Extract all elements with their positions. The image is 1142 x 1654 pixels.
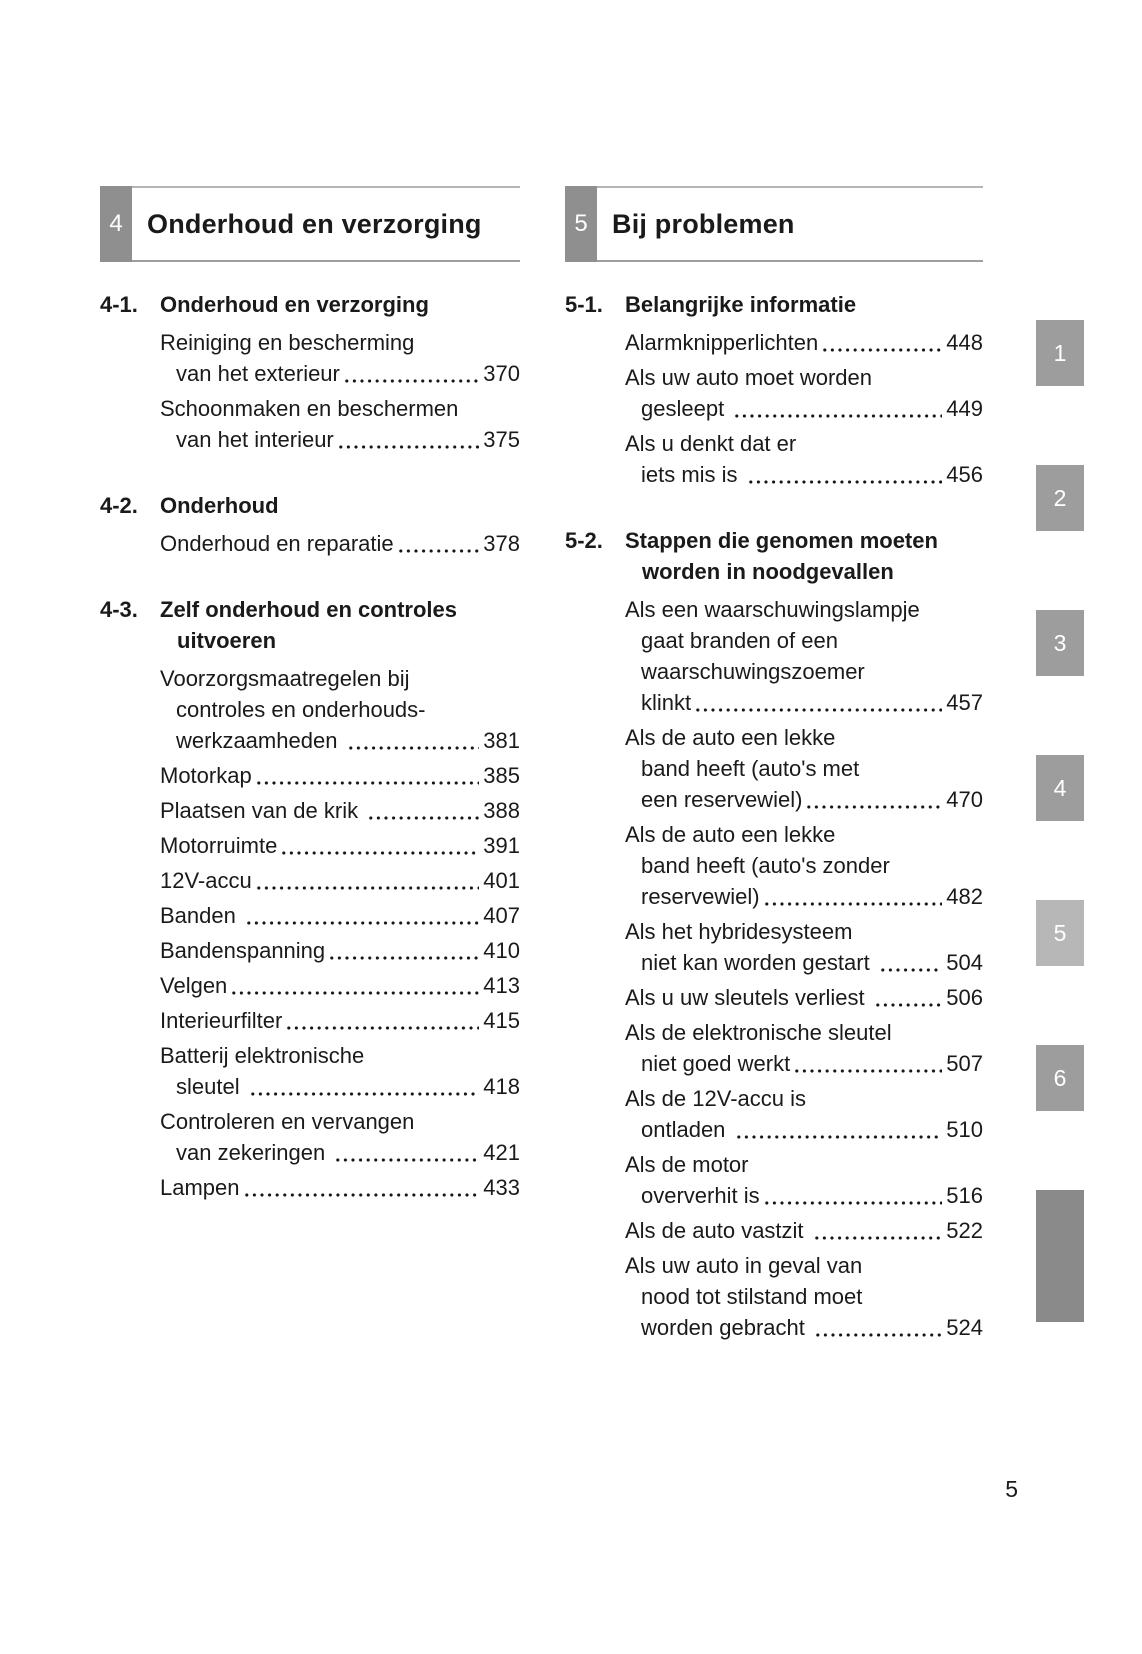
- toc-entry-page-number: 385: [483, 763, 520, 788]
- toc-group-title-line: Zelf onderhoud en controles: [160, 597, 458, 622]
- toc-entry-line: [160, 865, 520, 896]
- toc-entry-line: [160, 760, 520, 791]
- toc-entry-page-number: 522: [946, 1218, 983, 1243]
- toc-group-title: [625, 525, 983, 587]
- toc-group: [565, 289, 983, 490]
- toc-entry-line: Als de 12V-accu is: [625, 1086, 806, 1111]
- dot-leader: [763, 901, 943, 907]
- toc-entry-text: reservewiel): [641, 884, 760, 909]
- dot-leader: [285, 1025, 479, 1031]
- toc-entry-line: [625, 1312, 983, 1343]
- toc-entry-line: band heeft (auto's zonder: [641, 853, 890, 878]
- toc-group-heading: [565, 525, 983, 587]
- toc-entry-line: [160, 528, 520, 559]
- toc-group-title: [160, 490, 520, 521]
- toc-entry-line: Als de motor: [625, 1152, 749, 1177]
- toc-entry-text: iets mis is: [641, 462, 744, 487]
- toc-entry-line: Controleren en vervangen: [160, 1109, 415, 1134]
- toc-entry-line: Als de elektronische sleutel: [625, 1020, 892, 1045]
- dot-leader: [805, 804, 942, 810]
- toc-entry: [160, 1106, 520, 1168]
- chapter-title-rule: [132, 186, 520, 262]
- chapter-title: Bij problemen: [612, 208, 795, 239]
- toc-entry-text: oververhit is: [641, 1183, 760, 1208]
- chapter-tab-6: 6: [1036, 1045, 1084, 1111]
- toc-entry: [625, 819, 983, 912]
- toc-entry-text: Motorkap: [160, 763, 252, 788]
- toc-entry: [160, 393, 520, 455]
- toc-entry-line: waarschuwingszoemer: [641, 659, 865, 684]
- toc-entry-line: [625, 784, 983, 815]
- toc-entry-list: [160, 528, 520, 559]
- toc-entry-line: Batterij elektronische: [160, 1043, 365, 1068]
- toc-entry-page-number: 504: [946, 950, 983, 975]
- dot-leader: [280, 850, 479, 856]
- chapter-tab-1: 1: [1036, 320, 1084, 386]
- toc-entry: [625, 1149, 983, 1211]
- toc-entry: [160, 760, 520, 791]
- toc-entry-line: [625, 1114, 983, 1145]
- toc-entry-line: Schoonmaken en beschermen: [160, 396, 459, 421]
- chapter-5-column: [565, 186, 983, 1343]
- toc-entry: [160, 900, 520, 931]
- toc-entry-page-number: 401: [483, 868, 520, 893]
- toc-entry-line: [160, 358, 520, 389]
- toc-entry-page-number: 370: [483, 361, 520, 386]
- toc-entry: [160, 830, 520, 861]
- dot-leader: [397, 548, 480, 554]
- toc-entry-page-number: 375: [483, 427, 520, 452]
- toc-entry: [160, 970, 520, 1001]
- toc-entry-page-number: 391: [483, 833, 520, 858]
- chapter-tab-blank: [1036, 1190, 1084, 1322]
- toc-entry-page-number: 418: [483, 1074, 520, 1099]
- toc-entry-line: [625, 687, 983, 718]
- toc-entry-line: [160, 795, 520, 826]
- toc-group-number: 5-1.: [565, 292, 603, 317]
- toc-entry-text: werkzaamheden: [176, 728, 344, 753]
- dot-leader: [255, 885, 480, 891]
- toc-entry-line: Als u denkt dat er: [625, 431, 797, 456]
- toc-entry: [625, 1250, 983, 1343]
- chapter-tab-5: 5: [1036, 900, 1084, 966]
- chapter-tab-3: 3: [1036, 610, 1084, 676]
- toc-entry: [160, 935, 520, 966]
- toc-entry: [160, 1040, 520, 1102]
- toc-entry-text: Als de auto vastzit: [625, 1218, 810, 1243]
- toc-group-heading: [100, 594, 520, 656]
- toc-entry-page-number: 388: [483, 798, 520, 823]
- chapter-title: Onderhoud en verzorging: [147, 208, 482, 239]
- toc-entry-text: gesleept: [641, 396, 731, 421]
- toc-entry-list: [160, 663, 520, 1203]
- dot-leader: [243, 1192, 480, 1198]
- toc-group-title-line: Onderhoud: [160, 493, 279, 518]
- toc-entry-line: [625, 982, 983, 1013]
- toc-entry-text: 12V-accu: [160, 868, 252, 893]
- toc-group-heading: [565, 289, 983, 320]
- toc-entry-page-number: 421: [483, 1140, 520, 1165]
- toc-entry: [625, 916, 983, 978]
- toc-group-number: 4-1.: [100, 292, 138, 317]
- toc-group-list: [100, 289, 520, 1203]
- dot-leader: [879, 967, 942, 973]
- toc-entry-line: Als uw auto in geval van: [625, 1253, 863, 1278]
- dot-leader: [255, 780, 480, 786]
- toc-entry-page-number: 407: [483, 903, 520, 928]
- dot-leader: [334, 1157, 479, 1163]
- dot-leader: [874, 1002, 943, 1008]
- toc-entry-page-number: 448: [946, 330, 983, 355]
- toc-group-number: 4-2.: [100, 493, 138, 518]
- toc-entry-text: ontladen: [641, 1117, 732, 1142]
- toc-entry-text: worden gebracht: [641, 1315, 811, 1340]
- toc-entry-text: sleutel: [176, 1074, 246, 1099]
- dot-leader: [763, 1200, 943, 1206]
- toc-entry: [160, 663, 520, 756]
- toc-entry-line: [625, 1048, 983, 1079]
- toc-entry: [625, 327, 983, 358]
- toc-entry-text: van het exterieur: [176, 361, 340, 386]
- toc-entry-text: van zekeringen: [176, 1140, 332, 1165]
- chapter-title-rule: [597, 186, 983, 262]
- toc-entry-page-number: 413: [483, 973, 520, 998]
- dot-leader: [821, 347, 942, 353]
- toc-group-title-line: Stappen die genomen moeten: [625, 528, 938, 553]
- toc-entry-text: niet goed werkt: [641, 1051, 791, 1076]
- toc-entry-text: Velgen: [160, 973, 228, 998]
- toc-group: [565, 525, 983, 1343]
- toc-entry: [625, 428, 983, 490]
- toc-entry-line: [625, 1215, 983, 1246]
- toc-group-title-line: Onderhoud en verzorging: [160, 292, 429, 317]
- toc-group: [100, 289, 520, 455]
- toc-entry-page-number: 516: [946, 1183, 983, 1208]
- toc-group: [100, 594, 520, 1203]
- toc-entry-page-number: 449: [946, 396, 983, 421]
- toc-entry-page-number: 482: [946, 884, 983, 909]
- toc-group-title: [625, 289, 983, 320]
- dot-leader: [735, 1134, 943, 1140]
- toc-entry: [625, 594, 983, 718]
- dot-leader: [337, 444, 480, 450]
- toc-entry-line: [160, 1137, 520, 1168]
- dot-leader: [694, 707, 942, 713]
- toc-entry-list: [625, 327, 983, 490]
- toc-entry-text: van het interieur: [176, 427, 334, 452]
- toc-entry-page-number: 410: [483, 938, 520, 963]
- toc-entry-page-number: 433: [483, 1175, 520, 1200]
- toc-entry-line: [160, 970, 520, 1001]
- toc-group-title: [160, 289, 520, 320]
- toc-group-title-line: uitvoeren: [177, 628, 277, 653]
- toc-entry-line: [625, 393, 983, 424]
- toc-group-number: 4-3.: [100, 597, 138, 622]
- toc-entry-line: [160, 935, 520, 966]
- page-number: 5: [1005, 1476, 1018, 1502]
- toc-entry-line: band heeft (auto's met: [641, 756, 860, 781]
- dot-leader: [733, 413, 942, 419]
- chapter-number-box: 4: [100, 186, 132, 262]
- toc-entry-line: [625, 947, 983, 978]
- toc-entry-line: Als het hybridesysteem: [625, 919, 853, 944]
- toc-entry-text: Bandenspanning: [160, 938, 326, 963]
- toc-entry-list: [625, 594, 983, 1343]
- toc-entry-line: nood tot stilstand moet: [641, 1284, 863, 1309]
- chapter-tab-strip: [1036, 320, 1084, 1322]
- toc-entry-text: Plaatsen van de krik: [160, 798, 365, 823]
- toc-entry-line: gaat branden of een: [641, 628, 838, 653]
- toc-entry-line: Als de auto een lekke: [625, 725, 836, 750]
- toc-entry-line: Reiniging en bescherming: [160, 330, 415, 355]
- chapter-tab-2: 2: [1036, 465, 1084, 531]
- toc-entry-line: [625, 881, 983, 912]
- dot-leader: [245, 920, 479, 926]
- toc-entry: [160, 1172, 520, 1203]
- chapter-tab-4: 4: [1036, 755, 1084, 821]
- dot-leader: [343, 378, 479, 384]
- toc-entry: [625, 982, 983, 1013]
- dot-leader: [813, 1235, 943, 1241]
- chapter-4-column: [100, 186, 520, 1203]
- toc-entry: [160, 528, 520, 559]
- toc-group-list: [565, 289, 983, 1343]
- toc-entry-page-number: 456: [946, 462, 983, 487]
- chapter-header: [100, 186, 520, 262]
- toc-entry-line: [160, 1172, 520, 1203]
- toc-entry-line: [160, 424, 520, 455]
- toc-entry-line: [160, 725, 520, 756]
- toc-entry: [160, 795, 520, 826]
- toc-entry: [625, 722, 983, 815]
- toc-entry-line: Als uw auto moet worden: [625, 365, 873, 390]
- toc-entry: [160, 327, 520, 389]
- dot-leader: [814, 1332, 942, 1338]
- toc-entry-line: [625, 1180, 983, 1211]
- toc-entry-page-number: 524: [946, 1315, 983, 1340]
- toc-group-heading: [100, 289, 520, 320]
- toc-entry-line: [160, 1005, 520, 1036]
- toc-group: [100, 490, 520, 559]
- toc-entry-line: [160, 830, 520, 861]
- toc-group-title-line: Belangrijke informatie: [625, 292, 857, 317]
- dot-leader: [367, 815, 479, 821]
- toc-entry-line: [625, 459, 983, 490]
- toc-entry: [625, 1215, 983, 1246]
- toc-entry-text: Als u uw sleutels verliest: [625, 985, 871, 1010]
- toc-entry-page-number: 457: [946, 690, 983, 715]
- dot-leader: [347, 745, 480, 751]
- toc-entry-line: Voorzorgsmaatregelen bij: [160, 666, 410, 691]
- chapter-number-box: 5: [565, 186, 597, 262]
- toc-group-title-line: worden in noodgevallen: [642, 559, 894, 584]
- dot-leader: [328, 955, 479, 961]
- toc-entry-line: [160, 1071, 520, 1102]
- dot-leader: [230, 990, 479, 996]
- toc-entry-page-number: 381: [483, 728, 520, 753]
- toc-entry-line: Als een waarschuwingslampje: [625, 597, 920, 622]
- toc-entry-text: Lampen: [160, 1175, 240, 1200]
- toc-entry-page-number: 507: [946, 1051, 983, 1076]
- toc-entry-text: een reservewiel): [641, 787, 803, 812]
- toc-entry-page-number: 470: [946, 787, 983, 812]
- toc-entry-text: Interieurfilter: [160, 1008, 283, 1033]
- toc-entry-text: Onderhoud en reparatie: [160, 531, 394, 556]
- toc-entry-line: [160, 900, 520, 931]
- toc-group-number: 5-2.: [565, 528, 603, 553]
- toc-entry: [160, 1005, 520, 1036]
- toc-entry-text: klinkt: [641, 690, 692, 715]
- toc-entry-list: [160, 327, 520, 455]
- toc-entry: [625, 1017, 983, 1079]
- toc-entry-page-number: 506: [946, 985, 983, 1010]
- dot-leader: [793, 1068, 942, 1074]
- toc-entry-text: Alarmknipperlichten: [625, 330, 819, 355]
- toc-entry-text: niet kan worden gestart: [641, 950, 876, 975]
- toc-entry-line: Als de auto een lekke: [625, 822, 836, 847]
- dot-leader: [747, 479, 943, 485]
- toc-entry: [625, 1083, 983, 1145]
- toc-entry: [625, 362, 983, 424]
- toc-entry-page-number: 378: [483, 531, 520, 556]
- toc-entry-text: Motorruimte: [160, 833, 278, 858]
- toc-entry-page-number: 415: [483, 1008, 520, 1033]
- chapter-header: [565, 186, 983, 262]
- toc-entry-line: controles en onderhouds-: [176, 697, 426, 722]
- toc-entry-text: Banden: [160, 903, 242, 928]
- toc-entry-line: [625, 327, 983, 358]
- toc-entry: [160, 865, 520, 896]
- toc-group-heading: [100, 490, 520, 521]
- dot-leader: [249, 1091, 480, 1097]
- toc-entry-page-number: 510: [946, 1117, 983, 1142]
- toc-group-title: [160, 594, 520, 656]
